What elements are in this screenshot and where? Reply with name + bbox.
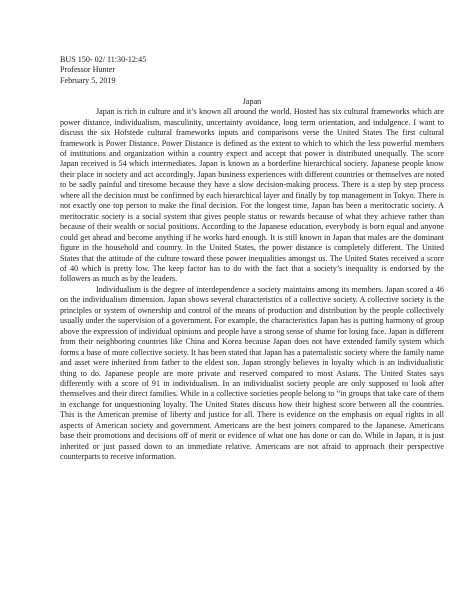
date-line: February 5, 2019 xyxy=(60,75,116,85)
paragraph-power-distance: Japan is rich in culture and it’s known all around the world. Hosted has six cultural frameworks which are power distance, individualism, masculinity, uncertainty avoidance, long term orientation, and indulgence. I want to discuss the six Hofstede cultural frameworks inputs and comparisons verse the United States The first cultural framework is Power Distance. Power Distance is defined as the extent to which to which the less powerful members of institutions and organization within a country expect and accept that power is distributed unequally. The score Japan received is 54 which intermediates. Japan is known as a borderline hierarchical society. Japanese people know their place in society and act accordingly. Japan business experiences with different countries or themselves are noted to be sadly painful and tiresome because they have a slow decision-making process. There is a step by step process where all the decision must be confirmed by each hierarchical layer and finally by top management in Tokyo. There is not exactly one top person to make the final decision. For the longest time, Japan has been a meritocratic society. A meritocratic society is a social system that gives people status or rewards because of what they achieve rather than because of their wealth or social positions. According to the Japanese education, everybody is born equal and anyone could get ahead and become anything if he works hard enough. It is still known in Japan that males are the dominant figure in the household and country. In the United States, the power distance is completely different. The United States that the attitude of the culture toward these power inequalities amongst us. The United States received a score of 40 which is pretty low. The keep factor has to do with the fact that a society’s inequality is endorsed by the followers as much as by the leaders. xyxy=(60,107,444,284)
essay-title: Japan xyxy=(242,96,262,106)
instructor-line: Professor Hunter xyxy=(60,65,116,75)
paragraph-individualism: Individualism is the degree of interdependence a society maintains among its members. Japan scored a 46 on the individualism dimension. Japan shows several characteristics of a collective society. A collective society is the principles or system of ownership and control of the means of production and distribution by the people collectively usually under the supervision of a government. For example, the characteristics Japan has is putting harmony of group above the expression of individual opinions and people have a strong sense of shame for losing face. Japan is different from their neighboring countries like China and Korea because Japan does not have extended family system which forms a base of more collective society. It has been stated that Japan has a paternalistic society where the family name and asset were inherited from father to the eldest son. Japan strongly believes in loyalty which is an individualistic thing to do. Japanese people are more private and reserved compared to most Asians. The United States says differently with a score of 91 in individualism. In an individualist society people are only supposed to look after themselves and their direct families. While in a collective societies people belong to “in groups that take care of them in exchange for unquestioning loyalty. The United States discuss how their highest score between all the countries. This is the American premise of liberty and justice for all. There is evidence on the emphasis on equal rights in all aspects of American society and government. Americans are the best joiners compared to the Japanese. Americans base their promotions and decisions off of merit or evidence of what one has done or can do. While in Japan, it is just inherited or just passed down to an immediate relative. Americans are not afraid to approach their perspective counterparts to receive information. xyxy=(60,284,444,462)
course-line: BUS 150- 02/ 11:30-12:45 xyxy=(60,55,147,64)
